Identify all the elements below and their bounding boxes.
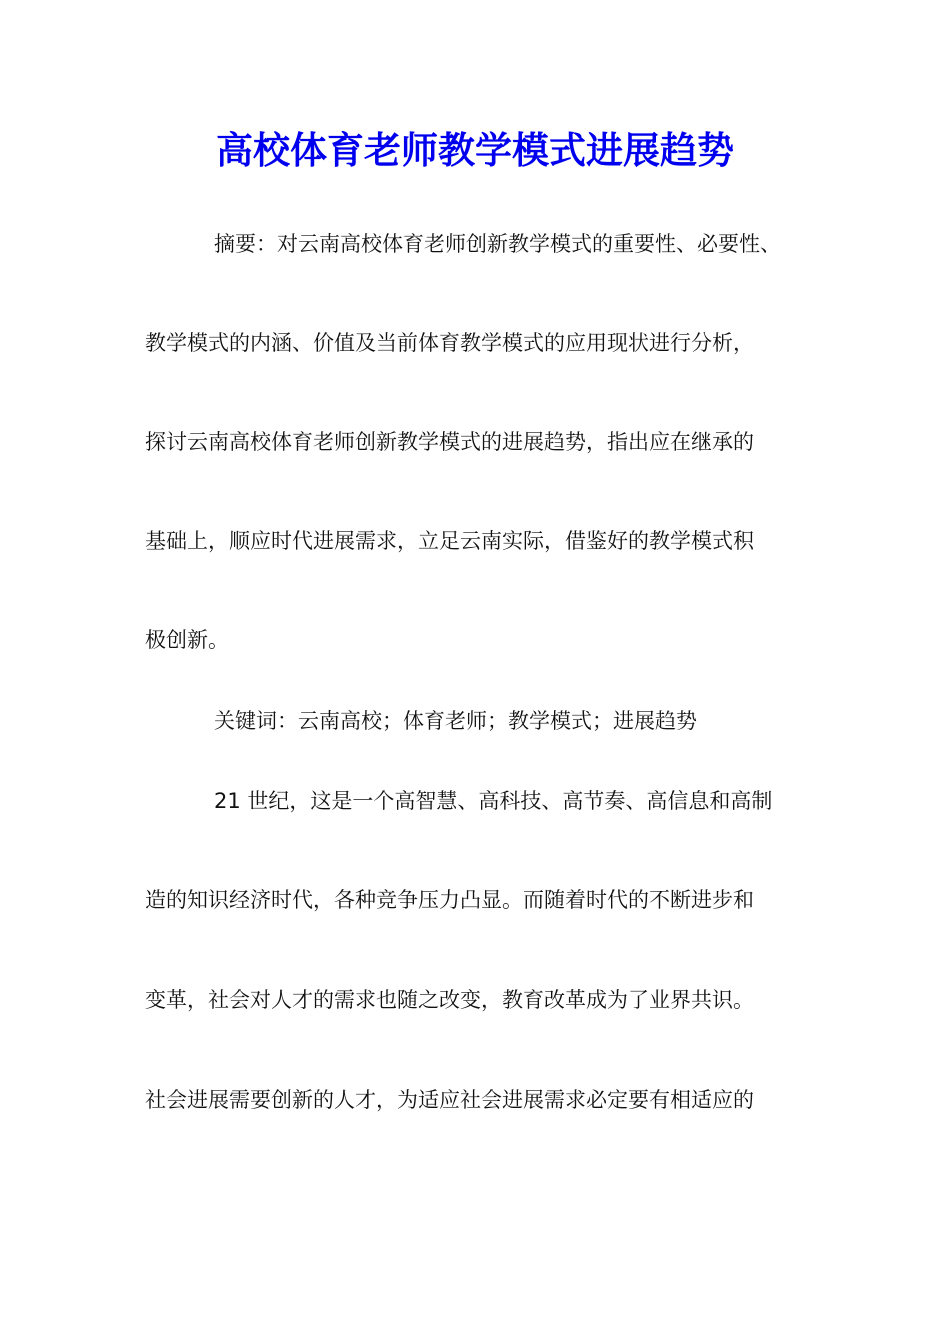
keywords-line: 关键词：云南高校；体育老师；教学模式；进展趋势: [214, 709, 697, 733]
abstract-line-3: 探讨云南高校体育老师创新教学模式的进展趋势，指出应在继承的: [145, 430, 754, 454]
body-line-2: 造的知识经济时代，各种竞争压力凸显。而随着时代的不断进步和: [145, 888, 754, 912]
document-title: 高校体育老师教学模式进展趋势: [216, 128, 734, 172]
body-line-1: 21 世纪，这是一个高智慧、高科技、高节奏、高信息和高制: [214, 789, 773, 813]
body-line-4: 社会进展需要创新的人才，为适应社会进展需求必定要有相适应的: [145, 1088, 754, 1112]
abstract-line-5: 极创新。: [145, 628, 229, 652]
abstract-line-2: 教学模式的内涵、价值及当前体育教学模式的应用现状进行分析，: [145, 331, 754, 355]
abstract-line-1: 摘要：对云南高校体育老师创新教学模式的重要性、必要性、: [214, 232, 781, 256]
body-line-3: 变革，社会对人才的需求也随之改变，教育改革成为了业界共识。: [145, 988, 754, 1012]
abstract-line-4: 基础上，顺应时代进展需求，立足云南实际，借鉴好的教学模式积: [145, 529, 754, 553]
